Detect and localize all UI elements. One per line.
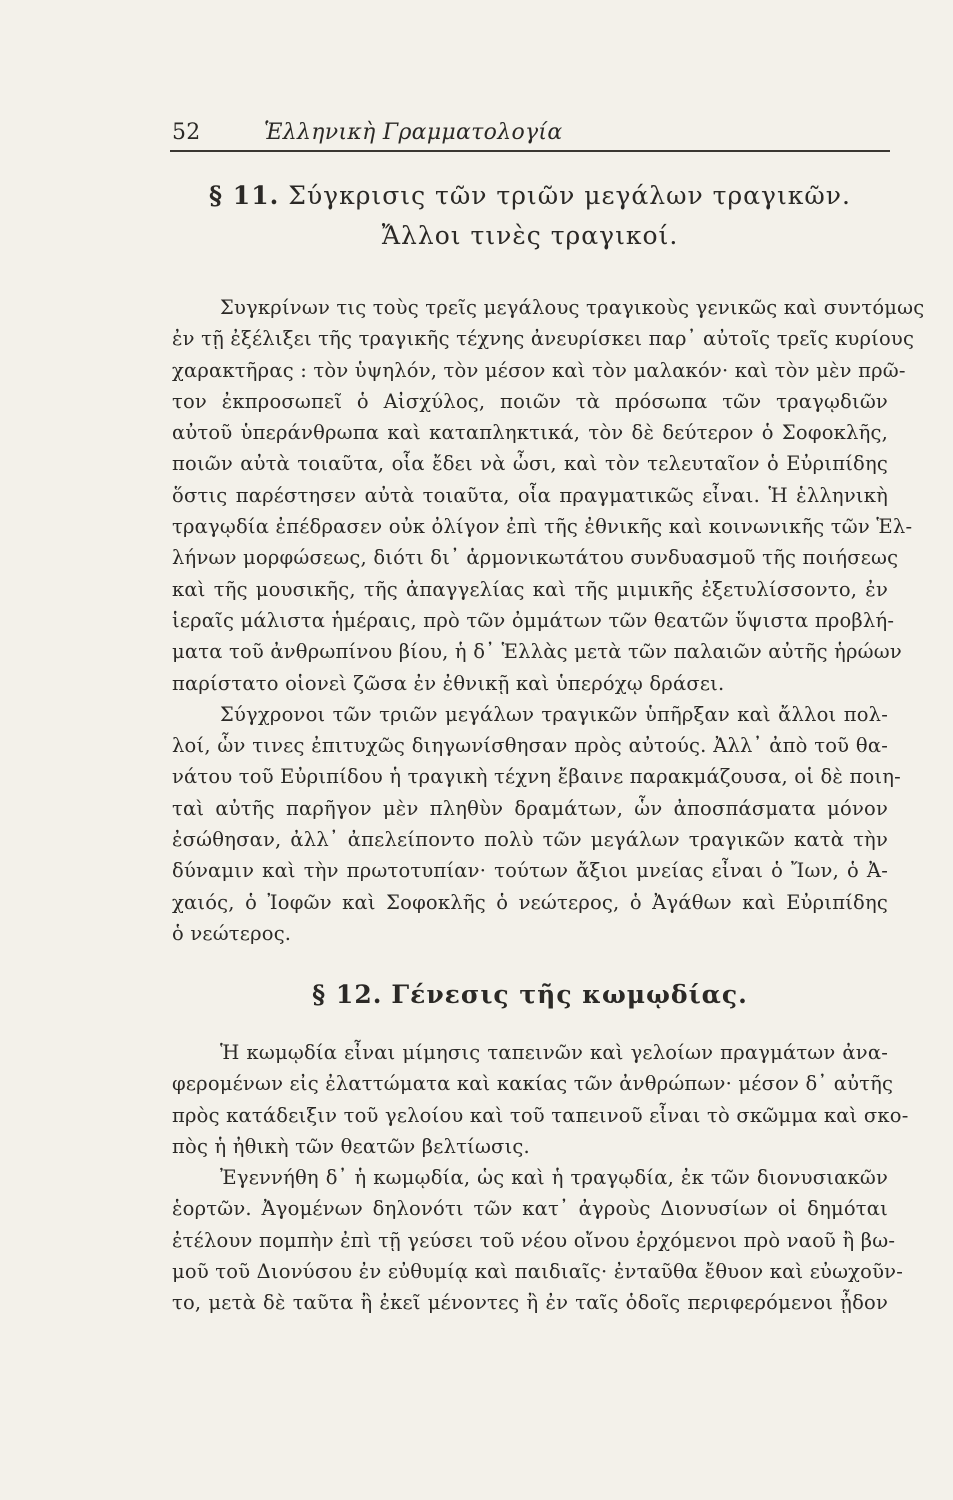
section-12-body xyxy=(172,1037,909,1319)
section-11-heading xyxy=(172,176,888,256)
text-line: δύναμιν καὶ τὴν πρωτοτυπίαν· τούτων ἄξιοι μνείας εἶναι ὁ Ἴων, ὁ Ἀ- xyxy=(172,859,888,883)
text-line: χαιός, ὁ Ἰοφῶν καὶ Σοφοκλῆς ὁ νεώτερος, ὁ Ἀγάθων καὶ Εὐριπίδης xyxy=(172,890,888,914)
text-line: Ἐγεννήθη δ᾿ ἡ κωμῳδία, ὡς καὶ ἡ τραγῳδία, ἐκ τῶν διονυσιακῶν xyxy=(220,1166,888,1190)
text-line: παρίστατο οἱονεὶ ζῶσα ἐν ἐθνικῇ καὶ ὑπερόχῳ δράσει. xyxy=(172,671,725,695)
text-line: αὐτοῦ ὑπεράνθρωπα καὶ καταπληκτικά, τὸν δὲ δεύτερον ὁ Σοφοκλῆς, xyxy=(172,421,888,445)
section-12-title: Γένεσις τῆς κωμῳδίας. xyxy=(391,980,748,1009)
text-line: πὸς ἡ ἠθικὴ τῶν θεατῶν βελτίωσις. xyxy=(172,1134,530,1158)
text-line: χαρακτῆρας : τὸν ὑψηλόν, τὸν μέσον καὶ τὸν μαλακόν· καὶ τὸν μὲν πρῶ- xyxy=(172,358,906,382)
section-11-title-line2: Ἄλλοι τινὲς τραγικοί. xyxy=(381,221,679,250)
section-12-number: § 12. xyxy=(312,980,383,1009)
running-header xyxy=(172,120,888,145)
text-line: Συγκρίνων τις τοὺς τρεῖς μεγάλους τραγικοὺς γενικῶς καὶ συντόμως xyxy=(220,296,925,319)
text-line: ἐσώθησαν, ἀλλ᾿ ἀπελείποντο πολὺ τῶν μεγάλων τραγικῶν κατὰ τὴν xyxy=(172,828,888,852)
text-line: το, μετὰ δὲ ταῦτα ἢ ἐκεῖ μένοντες ἢ ἐν ταῖς ὁδοῖς περιφερόμενοι ᾖδον xyxy=(172,1291,888,1315)
section-11-body xyxy=(172,292,925,949)
text-line: πρὸς κατάδειξιν τοῦ γελοίου καὶ τοῦ ταπεινοῦ εἶναι τὸ σκῶμμα καὶ σκο- xyxy=(172,1103,909,1127)
section-11-number: § 11. xyxy=(209,181,280,210)
text-line: ματα τοῦ ἀνθρωπίνου βίου, ἡ δ᾿ Ἑλλὰς μετὰ τῶν παλαιῶν αὐτῆς ἡρώων xyxy=(172,640,902,664)
text-line: ἐν τῇ ἐξέλιξει τῆς τραγικῆς τέχνης ἀνευρίσκει παρ᾿ αὐτοῖς τρεῖς κυρίους xyxy=(172,327,915,351)
running-title: Ἑλληνικὴ Γραμματολογία xyxy=(264,120,563,145)
text-line: λήνων μορφώσεως, διότι δι᾿ ἁρμονικωτάτου συνδυασμοῦ τῆς ποιήσεως xyxy=(172,546,899,570)
text-line: φερομένων εἰς ἐλαττώματα καὶ κακίας τῶν ἀνθρώπων· μέσον δ᾿ αὐτῆς xyxy=(172,1072,894,1096)
text-line: ταὶ αὐτῆς παρῆγον μὲν πληθὺν δραμάτων, ὧν ἀποσπάσματα μόνον xyxy=(172,796,888,820)
section-11-title-line1: Σύγκρισις τῶν τριῶν μεγάλων τραγικῶν. xyxy=(288,181,851,210)
text-line: Σύγχρονοι τῶν τριῶν μεγάλων τραγικῶν ὑπῆρξαν καὶ ἄλλοι πολ- xyxy=(220,702,888,726)
text-line: τραγῳδία ἐπέδρασεν οὐκ ὀλίγον ἐπὶ τῆς ἐθνικῆς καὶ κοινωνικῆς τῶν Ἑλ- xyxy=(172,515,913,539)
text-line: λοί, ὧν τινες ἐπιτυχῶς διηγωνίσθησαν πρὸς αὐτούς. Ἀλλ᾿ ἀπὸ τοῦ θα- xyxy=(172,734,888,758)
text-line: νάτου τοῦ Εὐριπίδου ἡ τραγικὴ τέχνη ἔβαινε παρακμάζουσα, οἱ δὲ ποιη- xyxy=(172,765,901,789)
text-line: τον ἐκπροσωπεῖ ὁ Αἰσχύλος, ποιῶν τὰ πρόσωπα τῶν τραγῳδιῶν xyxy=(172,389,888,413)
text-line: ἑορτῶν. Ἀγομένων δηλονότι τῶν κατ᾿ ἀγροὺς Διονυσίων οἱ δημόται xyxy=(172,1197,888,1221)
header-rule xyxy=(170,150,890,152)
text-line: ὁ νεώτερος. xyxy=(172,921,292,945)
text-line: ὅστις παρέστησεν αὐτὰ τοιαῦτα, οἷα πραγματικῶς εἶναι. Ἡ ἑλληνικὴ xyxy=(172,483,888,507)
section-11-heading-line1 xyxy=(172,176,888,216)
text-line: καὶ τῆς μουσικῆς, τῆς ἀπαγγελίας καὶ τῆς μιμικῆς ἐξετυλίσσοντο, ἐν xyxy=(172,577,888,601)
text-line: Ἡ κωμῳδία εἶναι μίμησις ταπεινῶν καὶ γελοίων πραγμάτων ἀνα- xyxy=(220,1041,888,1064)
text-line: ἐτέλουν πομπὴν ἐπὶ τῇ γεύσει τοῦ νέου οἴνου ἐρχόμενοι πρὸ ναοῦ ἢ βω- xyxy=(172,1228,896,1252)
page-number: 52 xyxy=(172,120,201,145)
text-line: ποιῶν αὐτὰ τοιαῦτα, οἷα ἔδει νὰ ὦσι, καὶ τὸν τελευταῖον ὁ Εὐριπίδης xyxy=(172,452,888,476)
text-line: μοῦ τοῦ Διονύσου ἐν εὐθυμίᾳ καὶ παιδιαῖς· ἐνταῦθα ἔθυον καὶ εὐωχοῦν- xyxy=(172,1260,904,1284)
section-12-heading xyxy=(172,975,888,1015)
text-line: ἱεραῖς μάλιστα ἡμέραις, πρὸ τῶν ὀμμάτων τῶν θεατῶν ὕψιστα προβλή- xyxy=(172,608,895,632)
